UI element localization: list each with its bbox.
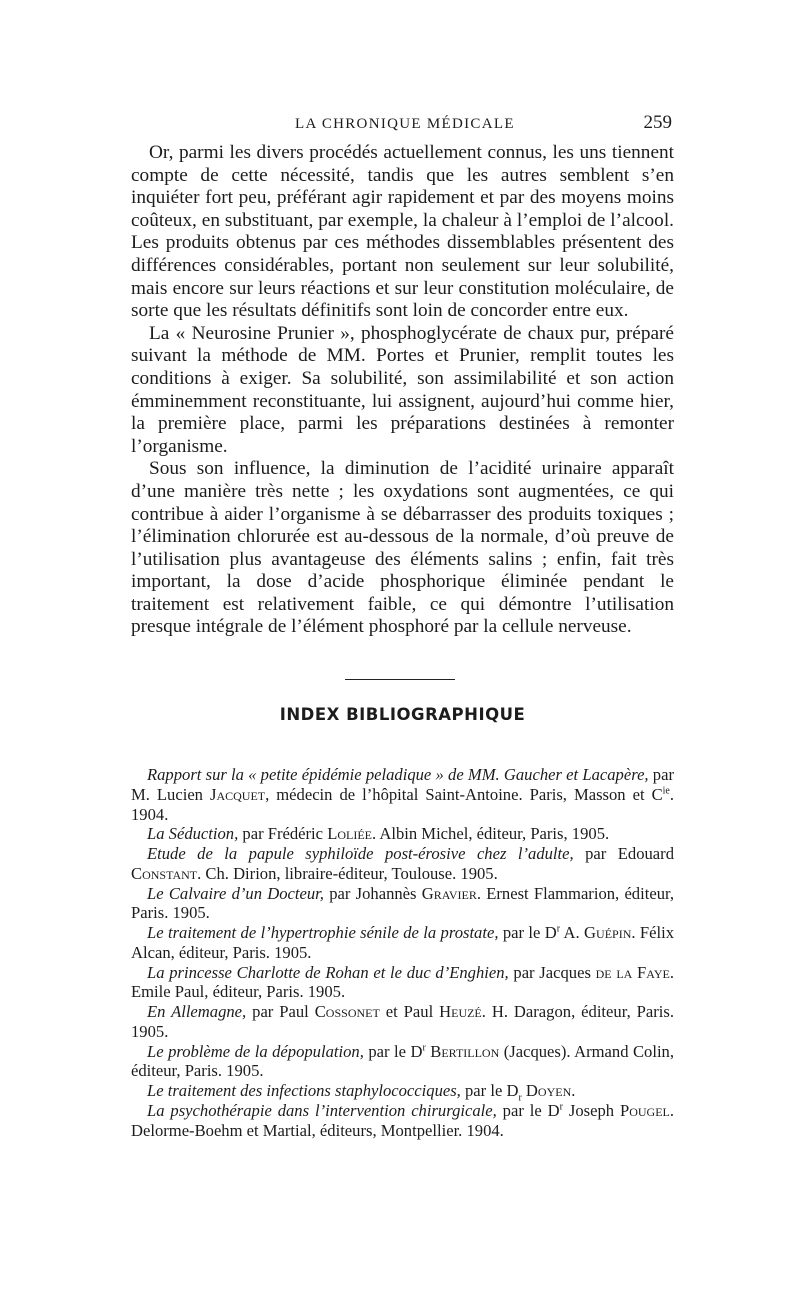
running-title: LA CHRONIQUE MÉDICALE bbox=[295, 116, 515, 132]
bibliography-entry: Le traitement des infections staphylococciques, par le $D_r$ Doyen. bbox=[147, 1081, 576, 1104]
page-number: 259 bbox=[643, 112, 672, 133]
running-head bbox=[130, 112, 675, 138]
entry-title: La princesse Charlotte de Rohan et le duc d’Enghien, bbox=[147, 962, 509, 982]
bibliography-entry: La psychothérapie dans l’intervention chirurgicale, par le $D^r$ Joseph Pougel. Delorme-Boehm et Martial, éditeurs, Montpellier. 1904. bbox=[131, 1100, 675, 1140]
author-name: Heuzé bbox=[439, 1002, 482, 1021]
author-name: Bertillon bbox=[430, 1041, 500, 1061]
index-heading: INDEX BIBLIOGRAPHIQUE bbox=[279, 705, 526, 724]
author-name: Doyen bbox=[525, 1081, 572, 1100]
entry-title: Le Calvaire d’un Docteur, bbox=[147, 883, 324, 903]
entry-title: En Allemagne, bbox=[147, 1002, 247, 1021]
bibliography-entry: La princesse Charlotte de Rohan et le duc d’Enghien, par Jacques de la Faye. Emile Paul, éditeur, Paris. 1905. bbox=[131, 962, 674, 1002]
author-name: Loliée bbox=[327, 824, 372, 844]
entry-title: La psychothérapie dans l’intervention chirurgicale, bbox=[147, 1100, 497, 1120]
bibliography-list bbox=[131, 765, 674, 1140]
entry-title: Le traitement de l’hypertrophie sénile de la prostate, bbox=[147, 923, 499, 942]
author-name: de la Faye bbox=[595, 962, 670, 982]
author-name: Guépin bbox=[584, 923, 632, 942]
paragraph: Or, parmi les divers procédés actuellement connus, les uns tiennent compte de cette nécessité, tandis que les autres semblent s’en inquiéter fort peu, préférant agir rapidement et par des moyens moins coûteux, en substituant, par exemple, la chaleur à l’emploi de l’alcool. Les produits obtenus par ces méthodes dissemblables présentent des différences considérables, portant non seulement sur leur solubilité, mais encore sur leurs réactions et sur leur constitution moléculaire, de sorte que les résultats définitifs sont loin de concorder entre eux. bbox=[131, 142, 674, 322]
entry-title: Le traitement des infections staphylococciques, bbox=[147, 1081, 461, 1100]
author-name: Gravier bbox=[421, 883, 477, 903]
section-divider bbox=[345, 679, 455, 680]
author-name: Jacquet bbox=[209, 784, 266, 804]
paragraph: Sous son influence, la diminution de l’acidité urinaire apparaît d’une manière très nette ; les oxydations sont augmentées, ce qui contribue à aider l’organisme à se débarrasser des produits toxiques ; l’élimination chlorurée est au-dessous de la normale, d’où preuve de l’utilisation plus avantageuse des éléments salins ; enfin, fait très important, la dose d’acide phosphorique éliminée pendant le traitement est relativement faible, ce qui démontre l’utilisation presque intégrale de l’élément phosphoré par la cellule nerveuse. bbox=[131, 458, 674, 638]
bibliography-entry: La Séduction, par Frédéric Loliée. Albin Michel, éditeur, Paris, 1905. bbox=[147, 824, 610, 844]
bibliography-entry: En Allemagne, par Paul Cossonet et Paul Heuzé. H. Daragon, éditeur, Paris. 1905. bbox=[131, 1002, 674, 1041]
author-name: Cossonet bbox=[314, 1002, 380, 1021]
entry-title: La Séduction, bbox=[147, 824, 239, 844]
bibliography-entry: Le problème de la dépopulation, par le $D^r$ Bertillon (Jacques). Armand Colin, éditeur, Paris. 1905. bbox=[131, 1041, 674, 1081]
bibliography-entry: Etude de la papule syphiloïde post-érosive chez l’adulte, par Edouard Constant. Ch. Dirion, libraire-éditeur, Toulouse. 1905. bbox=[131, 844, 674, 883]
body-text bbox=[131, 142, 674, 639]
paragraph: La « Neurosine Prunier », phosphoglycérate de chaux pur, préparé suivant la méthode de MM. Portes et Prunier, remplit toutes les conditions à exiger. Sa solubilité, son assimilabilité et son action émminemment reconstituante, lui assignent, aujourd’hui comme hier, la première place, parmi les préparations destinées à remonter l’organisme. bbox=[131, 322, 674, 457]
entry-title: Le problème de la dépopulation, bbox=[147, 1041, 364, 1061]
author-name: Constant bbox=[131, 863, 198, 883]
entry-title: Etude de la papule syphiloïde post-érosive chez l’adulte, bbox=[147, 844, 574, 863]
bibliography-entry: Le Calvaire d’un Docteur, par Johannès Gravier. Ernest Flammarion, éditeur, Paris. 1905. bbox=[131, 883, 674, 923]
bibliography-entry: Rapport sur la « petite épidémie peladique » de MM. Gaucher et Lacapère, par M. Lucien Jacquet, médecin de l’hôpital Saint-Antoine. Paris, Masson et $C^{ie}$. 1904. bbox=[131, 765, 674, 824]
bibliography-entry: Le traitement de l’hypertrophie sénile de la prostate, par le $D^r$ A. Guépin. Félix Alcan, éditeur, Paris. 1905. bbox=[131, 923, 675, 962]
author-name: Pougel bbox=[619, 1100, 670, 1120]
entry-title: Rapport sur la « petite épidémie peladique » de MM. Gaucher et Lacapère, bbox=[147, 765, 649, 784]
